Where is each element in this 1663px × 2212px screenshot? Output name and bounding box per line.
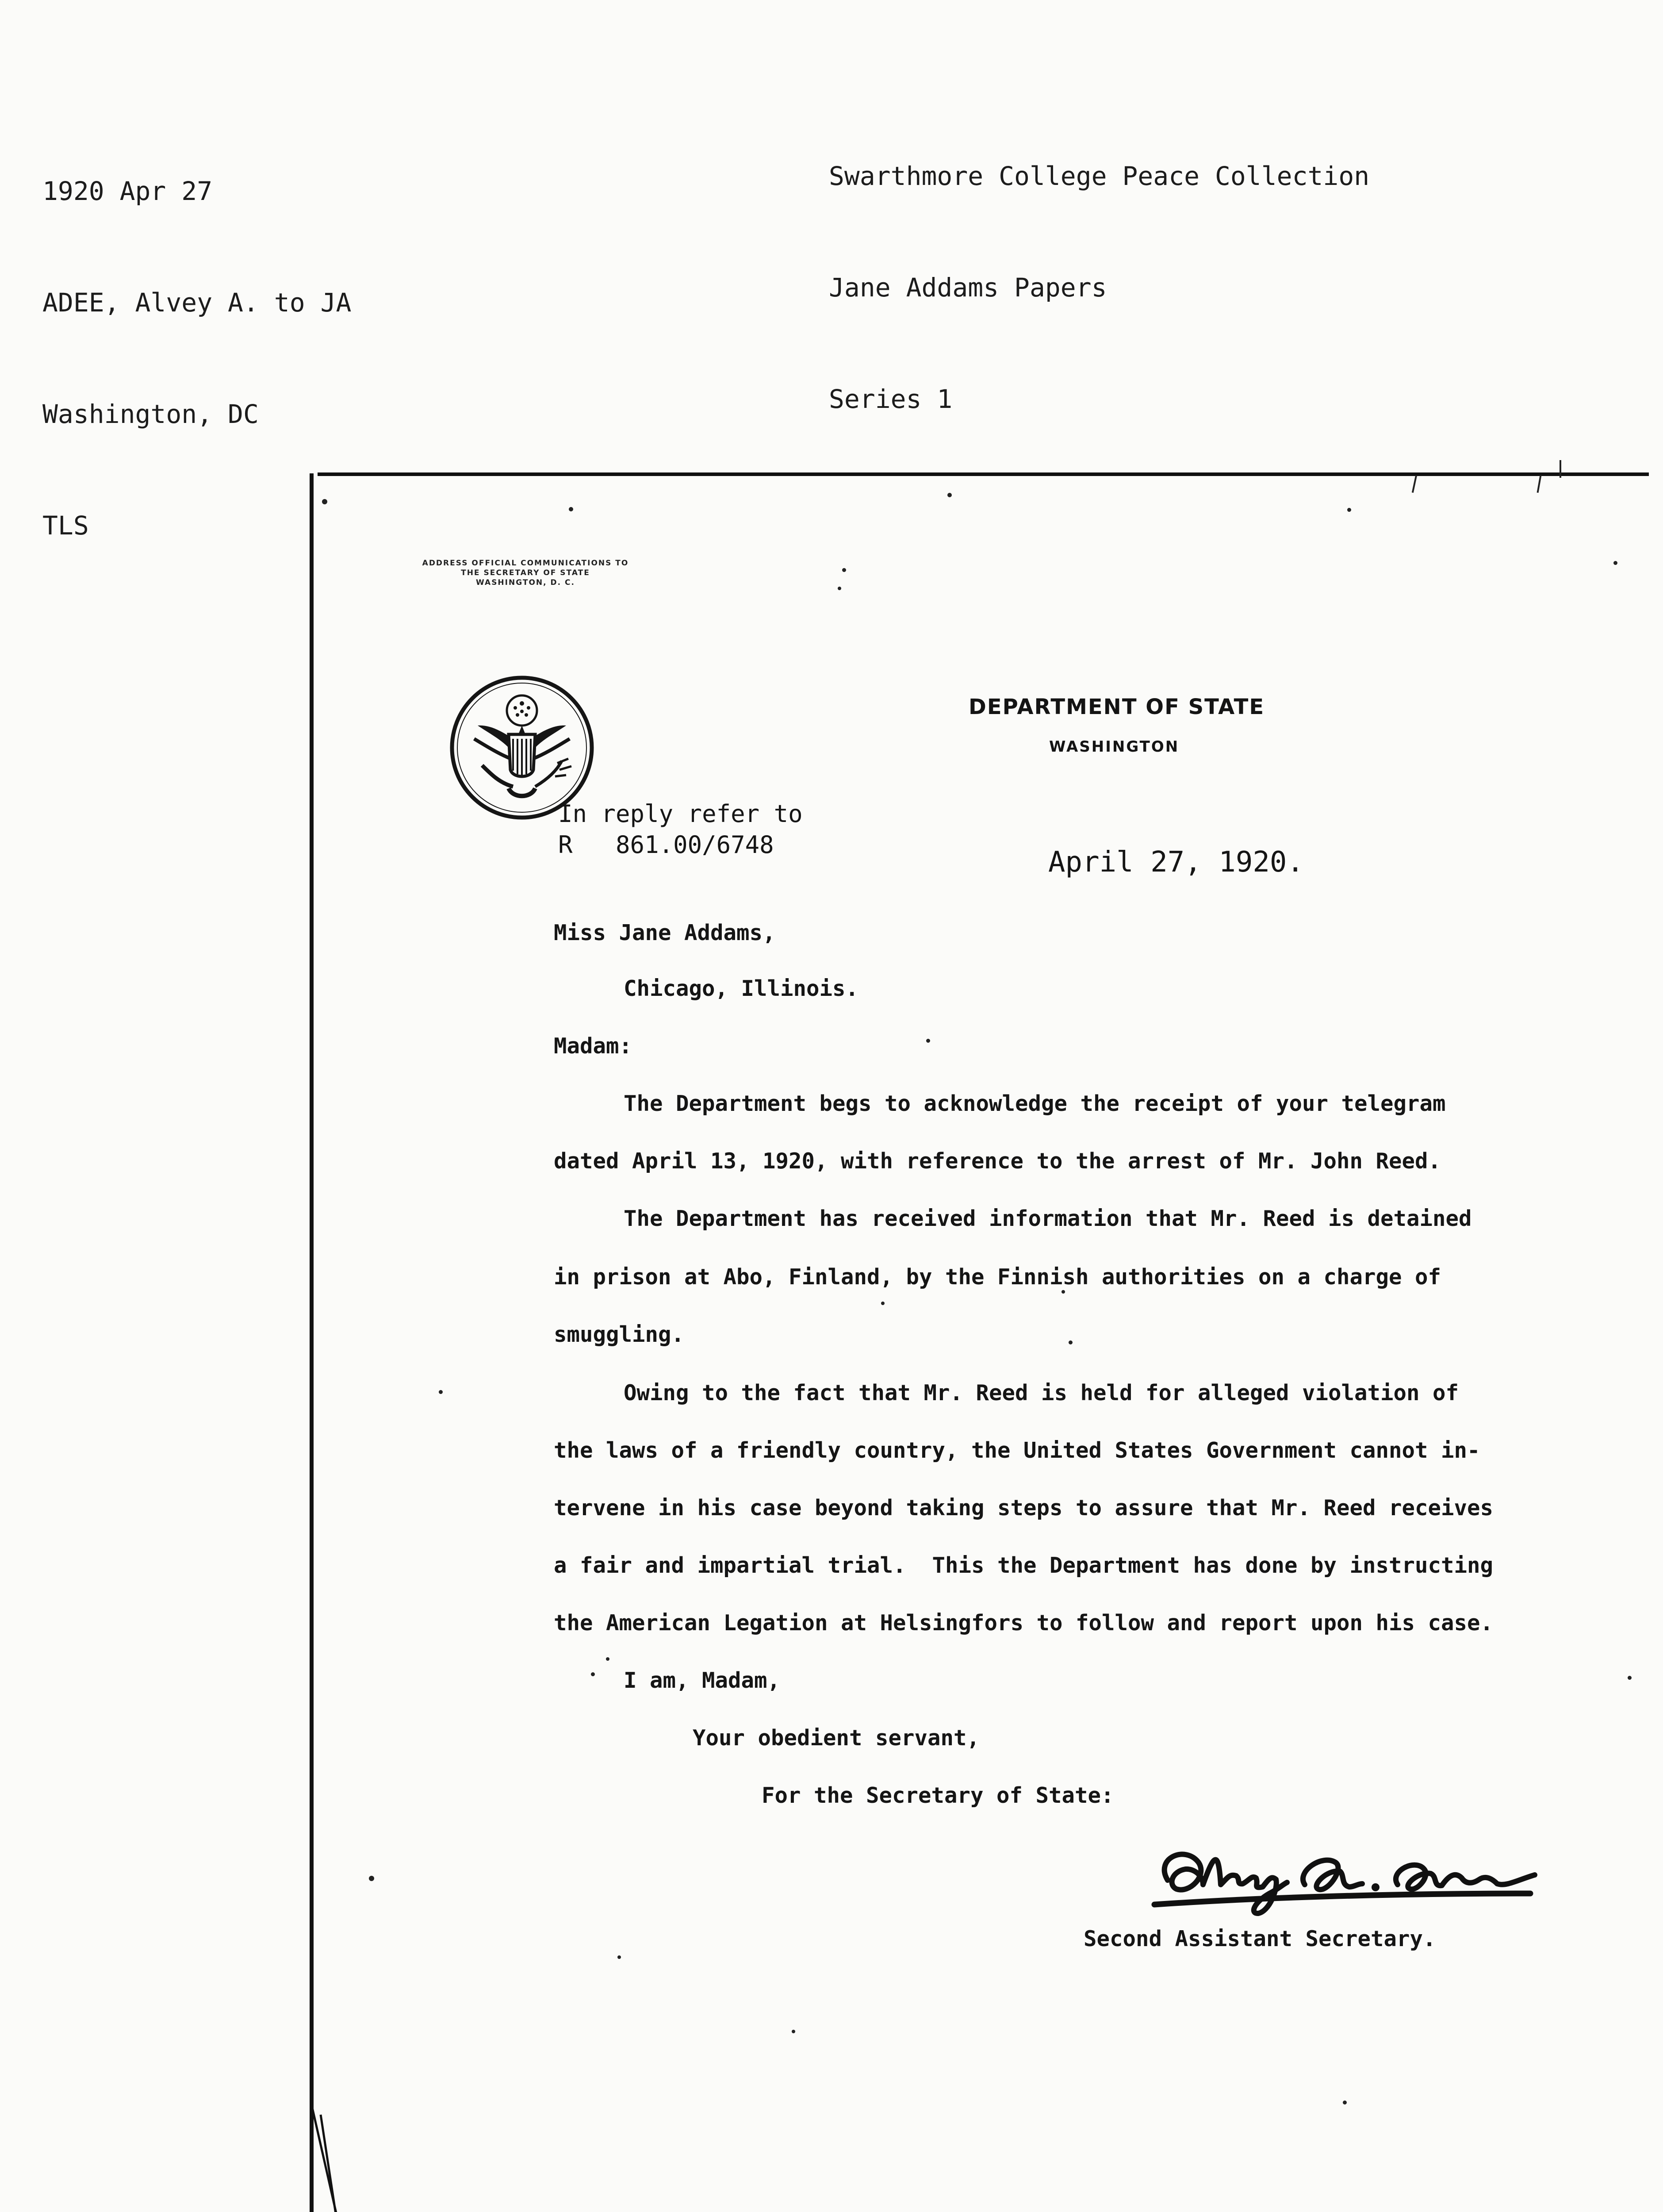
scan-speck xyxy=(322,499,327,504)
scan-speck xyxy=(569,507,573,511)
address-note-line: THE SECRETARY OF STATE xyxy=(461,568,590,577)
scan-speck xyxy=(591,1672,595,1676)
letter-edge-left xyxy=(310,473,314,2212)
signer-title: Second Assistant Secretary. xyxy=(1084,1926,1436,1951)
scan-speck xyxy=(792,2030,795,2033)
scan-speck xyxy=(369,1876,374,1881)
addressee-name: Miss Jane Addams, xyxy=(554,920,776,945)
department-city: WASHINGTON xyxy=(1049,738,1180,756)
department-title: DEPARTMENT OF STATE xyxy=(969,695,1265,719)
body-line: tervene in his case beyond taking steps to assure that Mr. Reed receives xyxy=(554,1495,1494,1521)
address-note-line: ADDRESS OFFICIAL COMMUNICATIONS TO xyxy=(422,559,629,568)
body-line: the American Legation at Helsingfors to follow and report upon his case. xyxy=(554,1610,1494,1636)
catalog-date: 1920 Apr 27 xyxy=(42,176,213,206)
letter-date: April 27, 1920. xyxy=(1048,846,1304,879)
reference-number: R 861.00/6748 xyxy=(558,831,774,859)
catalog-place: Washington, DC xyxy=(42,399,259,429)
scan-speck xyxy=(1069,1340,1073,1344)
catalog-label-right xyxy=(829,83,1369,492)
scan-speck xyxy=(838,587,841,590)
page-edge-mark xyxy=(310,2106,354,2212)
scan-speck xyxy=(926,1039,930,1043)
scan-speck xyxy=(606,1657,609,1661)
body-line: dated April 13, 1920, with reference to the arrest of Mr. John Reed. xyxy=(554,1148,1441,1174)
address-note-line: WASHINGTON, D. C. xyxy=(476,578,575,587)
scan-speck xyxy=(947,493,952,497)
body-line: a fair and impartial trial. This the Department has done by instructing xyxy=(554,1553,1494,1578)
scan-speck xyxy=(1343,2101,1347,2104)
closing-servant: Your obedient servant, xyxy=(693,1725,980,1751)
edge-mark xyxy=(1412,475,1417,493)
letterhead-address-note xyxy=(388,558,663,588)
handwritten-signature xyxy=(1137,1827,1544,1924)
scan-speck xyxy=(1613,561,1617,565)
letter-edge-top xyxy=(318,472,1649,476)
series-name: Series 1 xyxy=(829,384,953,414)
scan-speck xyxy=(439,1390,443,1394)
body-line: Owing to the fact that Mr. Reed is held for alleged violation of xyxy=(624,1380,1459,1406)
scan-speck xyxy=(1628,1676,1632,1680)
edge-mark xyxy=(1560,460,1561,478)
scan-speck xyxy=(617,1955,621,1959)
body-line: smuggling. xyxy=(554,1322,685,1347)
scan-speck xyxy=(1347,508,1351,512)
body-line: in prison at Abo, Finland, by the Finnish authorities on a charge of xyxy=(554,1264,1441,1290)
body-line: The Department has received information that Mr. Reed is detained xyxy=(624,1206,1472,1231)
addressee-city: Chicago, Illinois. xyxy=(624,976,859,1001)
papers-name: Jane Addams Papers xyxy=(829,273,1107,303)
reply-reference-label: In reply refer to xyxy=(558,800,803,828)
scan-speck xyxy=(842,568,846,572)
scan-speck xyxy=(881,1302,885,1305)
scan-speck xyxy=(1061,1290,1065,1294)
catalog-correspondents: ADEE, Alvey A. to JA xyxy=(42,288,352,318)
salutation: Madam: xyxy=(554,1033,632,1059)
catalog-label-left xyxy=(42,98,351,618)
body-line: The Department begs to acknowledge the receipt of your telegram xyxy=(624,1091,1446,1116)
closing-for: For the Secretary of State: xyxy=(762,1783,1114,1808)
closing-line: I am, Madam, xyxy=(624,1668,781,1693)
edge-mark xyxy=(1537,475,1542,493)
catalog-format: TLS xyxy=(42,511,89,541)
collection-name: Swarthmore College Peace Collection xyxy=(829,161,1370,191)
body-line: the laws of a friendly country, the United States Government cannot in- xyxy=(554,1438,1480,1463)
